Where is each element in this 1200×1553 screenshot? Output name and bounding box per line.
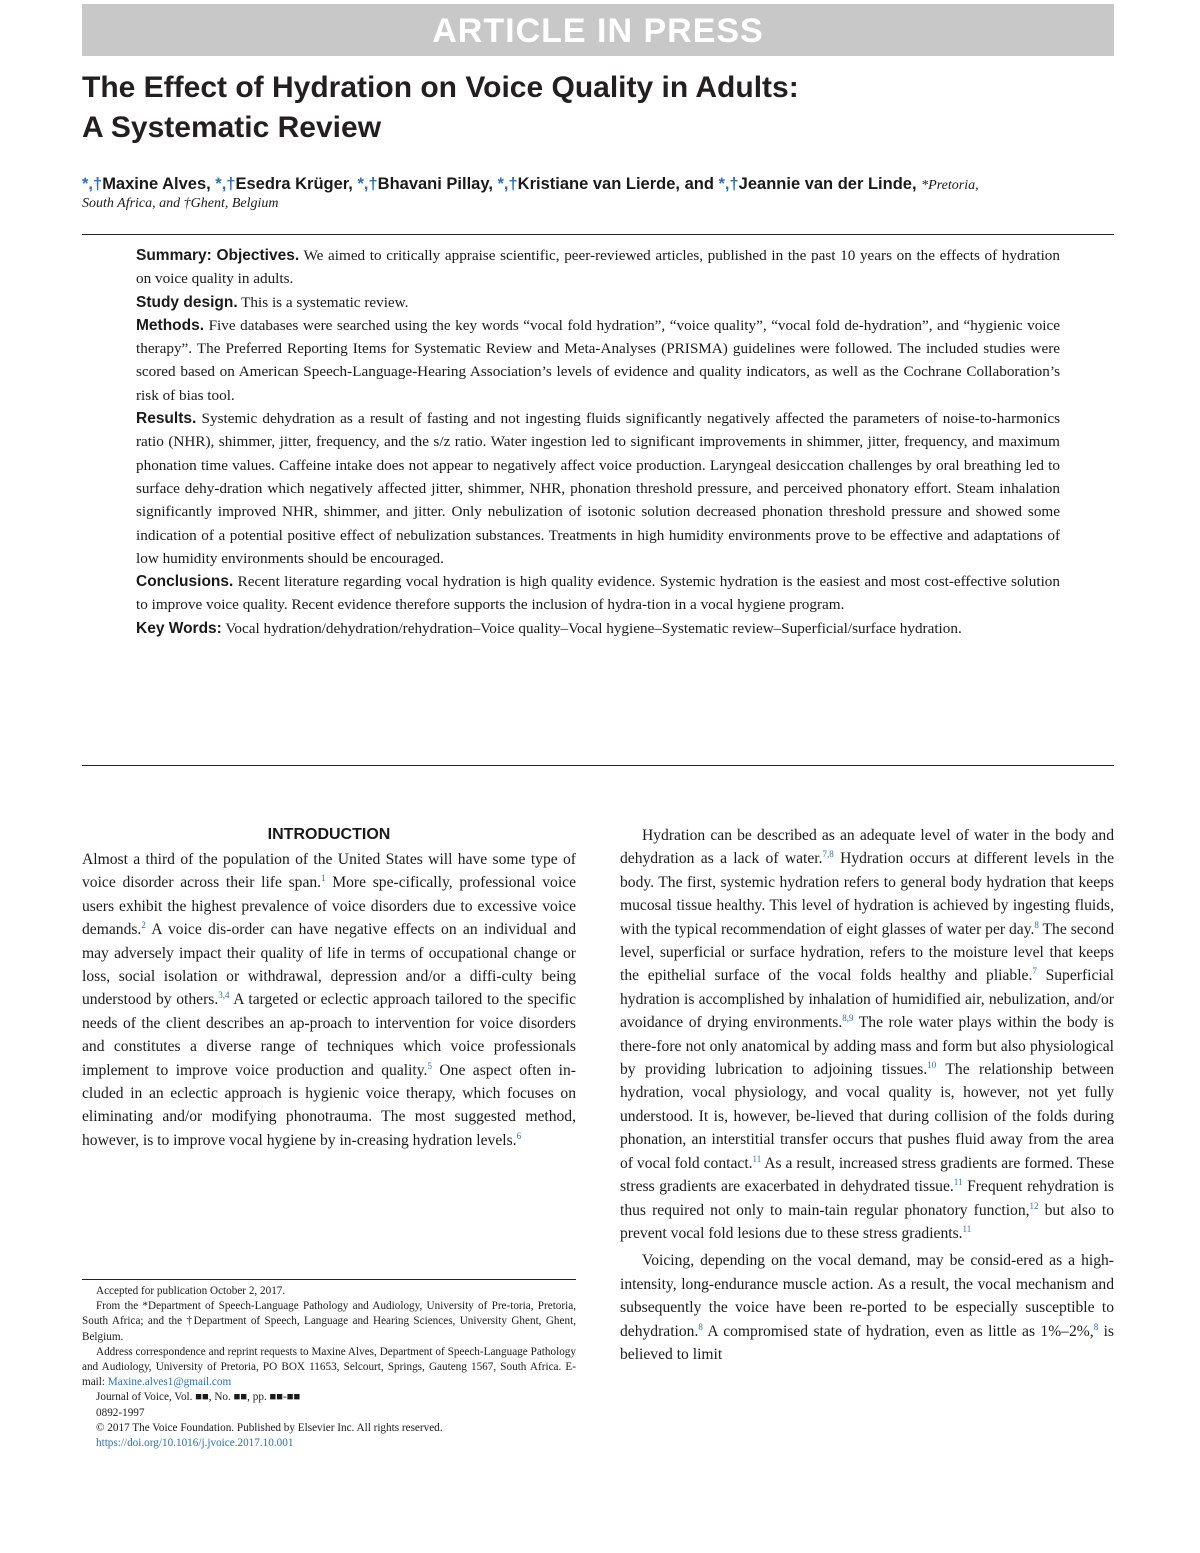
doi-line [82,1436,576,1451]
abstract-objectives [136,244,1060,291]
author-1-affiliation-mark[interactable]: *,† [82,175,103,193]
left-column [82,824,576,1152]
summary-label: Summary: [136,247,212,264]
title-line-1: The Effect of Hydration on Voice Quality in Adults: [82,71,799,104]
objectives-label: Objectives. [216,247,300,264]
keywords-text: Vocal hydration/dehydration/rehydration–Voice quality–Vocal hygiene–Systematic review–Superficial/surface hydration. [225,619,962,637]
body-text: Frequent rehydration is thus required not only to main-tain regular phonatory function, [620,1178,1114,1219]
body-text: As a result, increased stress gradients are formed. These stress gradients are exacerbated in dehydrated tissue. [620,1154,1114,1196]
body-text: The relationship between hydration, vocal physiology, and vocal quality is, however, not yet fully understood. It is, however, be-lieved that during collision of the folds during phonation, an interstitial transfer occurs that pushes fluid away from the area of vocal fold contact. [620,1061,1114,1172]
accepted-date: Accepted for publication October 2, 2017. [96,1285,286,1297]
abstract-methods [136,314,1060,407]
citation-ref[interactable]: 5 [427,1060,432,1071]
correspondence-note [82,1345,576,1391]
citation-ref[interactable]: 8 [1034,919,1039,930]
author-4-affiliation-mark[interactable]: *,† [497,175,518,193]
conclusions-text: Recent literature regarding vocal hydration is high quality evidence. Systemic hydration is the easiest and most cost-effective solution to improve voice quality. Recent evidence therefore supports the inclusion of hydra-tion in a vocal hygiene program. [136,573,1060,614]
right-column [620,824,1114,1366]
article-in-press-banner: ARTICLE IN PRESS [82,4,1114,56]
journal-info: Journal of Voice, Vol. ■■, No. ■■, pp. ■■-■■ [96,1391,301,1404]
citation-ref[interactable]: 1 [321,873,326,884]
methods-label: Methods. [136,316,205,334]
abstract-design [136,291,1060,314]
objectives-text: We aimed to critically appraise scientific, peer-reviewed articles, published in the past 10 years on the effects of hydration on voice quality in adults. [136,247,1060,288]
body-text: Voicing, depending on the vocal demand, may be consid-ered as a high-intensity, long-endurance muscle action. As a result, the vocal mechanism and subsequently the voice have been re-ported to be especially susceptible to dehydration. [620,1252,1114,1340]
right-paragraph-1 [620,824,1114,1245]
author-5: Jeannie van der Linde, [738,175,922,193]
introduction-heading: INTRODUCTION [267,826,391,843]
intro-text: One aspect often in-cluded in an eclectic approach is hygienic voice therapy, which focuses on eliminating and/or modifying phonotrauma. The most suggested method, however, is to improve vocal hygiene by in-creasing hydration levels. [82,1061,577,1149]
author-1: Maxine Alves, [102,175,216,193]
intro-text: More spe-cifically, professional voice users exhibit the highest prevalence of voice disorders due to excessive voice demands. [82,874,577,939]
author-5-affiliation-mark[interactable]: *,† [718,175,739,193]
citation-ref[interactable]: 7,8 [822,849,834,860]
email-link[interactable]: Maxine.alves1@gmail.com [107,1376,232,1389]
keywords-label: Key Words: [136,619,222,637]
citation-ref[interactable]: 11 [953,1177,963,1188]
abstract-results [136,407,1060,570]
affiliations-note: From the *Department of Speech-Language Pathology and Audiology, University of Pre-toria, Pretoria, South Africa; and the †Department of Speech, Language and Hearing Sciences, University Ghent, Ghent, Belgium. [82,1300,576,1343]
body-text: Superficial hydration is accomplished by inhalation of humidified air, nebulization, and/or avoidance of drying environments. [620,967,1114,1032]
body-text: The role water plays within the body is there-fore not only anatomical by adding mass and form but also physiological by providing lubrication to adjoining tissues. [620,1014,1114,1079]
correspondence-text: Address correspondence and reprint requests to Maxine Alves, Department of Speech-Language Pathology and Audiology, University of Pretoria, PO BOX 11653, Selcourt, Springs, Gauteng 1567, South Africa. E-mail: [82,1345,576,1389]
abstract-keywords [136,617,1060,640]
citation-ref[interactable]: 11 [962,1223,972,1234]
copyright: © 2017 The Voice Foundation. Published by Elsevier Inc. All rights reserved. [96,1421,443,1434]
doi-link[interactable]: https://doi.org/10.1016/j.jvoice.2017.10.001 [96,1437,294,1450]
author-2: Esedra Krüger, [235,175,358,193]
citation-ref[interactable]: 12 [1029,1200,1039,1211]
author-4: Kristiane van Lierde, and [517,175,719,193]
body-text: but also to prevent vocal fold lesions due to these stress gradients. [620,1201,1115,1242]
intro-paragraph-1 [82,848,576,1152]
affiliation-end: South Africa, and †Ghent, Belgium [82,196,279,211]
intro-text: A targeted or eclectic approach tailored to the specific needs of the client describes an ap-proach to intervention for voice disorders and constitutes a diverse range of techniques which voice professionals implement to improve voice production and quality. [82,991,576,1079]
right-paragraph-2 [620,1249,1114,1366]
conclusions-label: Conclusions. [136,573,234,591]
methods-text: Five databases were searched using the key words “vocal fold hydration”, “voice quality”, “vocal fold de-hydration”, and “hygienic voice therapy”. The Preferred Reporting Items for Systematic Review and Meta-Analyses (PRISMA) guidelines were followed. The included studies were scored based on American Speech-Language-Hearing Association’s levels of evidence and quality indicators, as well as the Cochrane Collaboration’s risk of bias tool. [136,316,1061,404]
abstract-top-rule [82,234,1114,235]
author-3: Bhavani Pillay, [377,175,498,193]
abstract-conclusions [136,570,1060,617]
abstract-bottom-rule [82,765,1114,766]
citation-ref[interactable]: 10 [927,1060,937,1071]
intro-text: A voice dis-order can have negative effects on an individual and may adversely impact their quality of life in terms of occupational change or loss, social isolation or withdrawal, depression and/or a diffi-culty being understood by others. [82,921,576,1009]
citation-ref[interactable]: 8,9 [842,1013,854,1024]
intro-text: Almost a third of the population of the United States will have some type of voice disorder across their life span. [82,851,576,892]
citation-ref[interactable]: 6 [516,1130,522,1141]
citation-ref[interactable]: 8 [698,1321,703,1332]
design-text: This is a systematic review. [241,293,409,311]
design-label: Study design. [136,293,238,311]
footnote-rule [82,1279,576,1280]
body-text: is believed to limit [620,1322,1114,1363]
footnotes [82,1284,576,1451]
abstract [136,244,1060,640]
issn: 0892-1997 [96,1406,145,1419]
author-3-affiliation-mark[interactable]: *,† [357,175,378,193]
article-title [82,68,1122,148]
body-text: Hydration can be described as an adequate level of water in the body and dehydration as a lack of water. [620,827,1114,868]
affiliation-start: *Pretoria, [921,178,979,193]
results-label: Results. [136,410,197,428]
citation-ref[interactable]: 3,4 [218,990,230,1001]
citation-ref[interactable]: 2 [141,920,146,931]
citation-ref[interactable]: 8 [1093,1321,1099,1332]
citation-ref[interactable]: 7 [1032,966,1037,977]
citation-ref[interactable]: 11 [752,1153,762,1164]
body-text: Hydration occurs at different levels in the body. The first, systemic hydration refers to general body hydration that keeps mucosal tissue healthy. This level of hydration is achieved by ingesting fluids, with the typical recommendation of eight glasses of water per day. [620,850,1115,938]
title-line-2: A Systematic Review [82,111,382,144]
body-text: A compromised state of hydration, even as little as 1%–2%, [702,1322,1094,1340]
author-2-affiliation-mark[interactable]: *,† [215,175,236,193]
body-text: The second level, superficial or surface hydration, refers to the moisture level that keeps the epithelial surface of the vocal folds healthy and pliable. [620,920,1114,985]
results-text: Systemic dehydration as a result of fasting and not ingesting fluids significantly negatively affected the parameters of noise-to-harmonics ratio (NHR), shimmer, jitter, frequency, and the s/z ratio. Water ingestion led to significant improvements in shimmer, jitter, frequency, and maximum phonation time values. Caffeine intake does not appear to negatively affect voice production. Laryngeal desiccation challenges by oral breathing led to surface dehy-dration which negatively affected jitter, shimmer, NHR, phonation threshold pressure, and perceived phonatory effort. Steam inhalation significantly improved NHR, shimmer, and jitter. Only nebulization of isotonic solution decreased phonation threshold pressure and showed some indication of a potential positive effect of nebulization substances. Treatments in high humidity environments prove to be effective and adaptations of low humidity environments should be encouraged. [136,410,1060,567]
